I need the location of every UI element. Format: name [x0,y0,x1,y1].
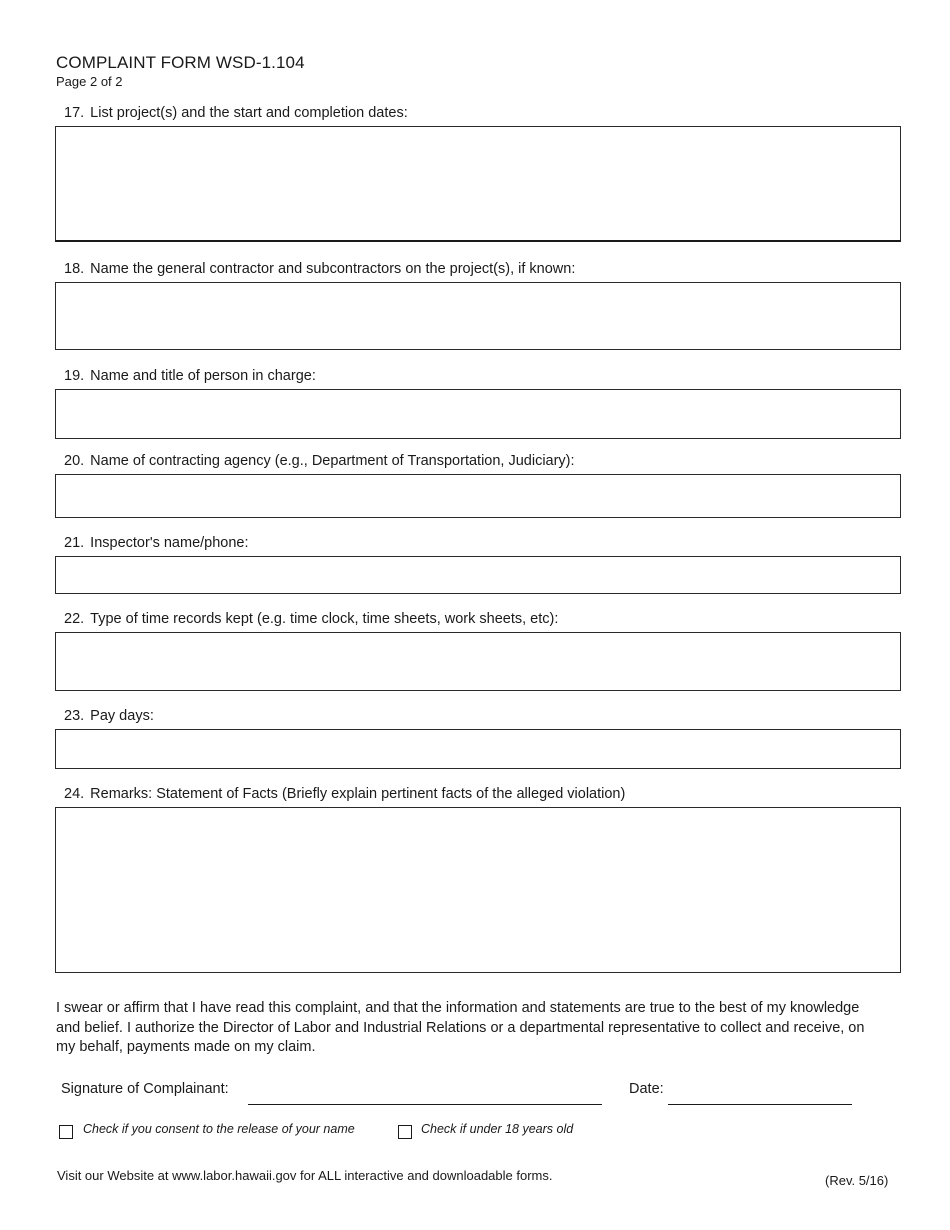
question-23-label [64,708,154,724]
remarks-input[interactable] [56,808,900,972]
contractors-field[interactable] [55,282,901,350]
question-text: Name and title of person in charge: [90,368,316,384]
question-19-label [64,368,316,384]
contractors-input[interactable] [56,283,900,349]
consent-checkbox[interactable] [59,1125,73,1139]
question-text: Name the general contractor and subcontractors on the project(s), if known: [90,261,576,277]
person-in-charge-field[interactable] [55,389,901,439]
inspector-input[interactable] [56,557,900,593]
question-text: List project(s) and the start and completion dates: [90,105,408,121]
page-number: Page 2 of 2 [56,74,123,89]
affirmation-statement: I swear or affirm that I have read this complaint, and that the information and statements are true to the best of my knowledge and belief. I authorize the Director of Labor and Industrial Relations or a departmental representative to collect and receive, on my behalf, payments made on my claim. [56,1000,865,1055]
pay-days-input[interactable] [56,730,900,768]
inspector-field[interactable] [55,556,901,594]
person-in-charge-input[interactable] [56,390,900,438]
pay-days-field[interactable] [55,729,901,769]
projects-input[interactable] [56,127,900,240]
question-18-label [64,261,575,277]
projects-field[interactable] [55,126,901,242]
time-records-field[interactable] [55,632,901,691]
question-22-label [64,611,558,627]
question-number: 22. [64,611,85,627]
date-label: Date: [629,1081,664,1097]
question-number: 19. [64,368,85,384]
question-24-label [64,786,625,802]
question-text: Remarks: Statement of Facts (Briefly explain pertinent facts of the alleged violation) [90,786,626,802]
question-text: Inspector's name/phone: [90,535,249,551]
question-text: Pay days: [90,708,154,724]
signature-label: Signature of Complainant: [61,1081,229,1097]
question-text: Name of contracting agency (e.g., Department of Transportation, Judiciary): [90,453,575,469]
signature-line[interactable] [248,1104,602,1105]
form-title: COMPLAINT FORM WSD-1.104 [56,53,305,72]
contracting-agency-input[interactable] [56,475,900,517]
question-number: 20. [64,453,85,469]
question-20-label [64,453,575,469]
under-18-checkbox[interactable] [398,1125,412,1139]
date-line[interactable] [668,1104,852,1105]
question-17-label [64,105,408,121]
revision-label: (Rev. 5/16) [825,1173,889,1188]
question-21-label [64,535,249,551]
question-number: 18. [64,261,85,277]
consent-checkbox-label: Check if you consent to the release of your name [83,1122,355,1136]
website-note: Visit our Website at www.labor.hawaii.gov for ALL interactive and downloadable forms. [57,1168,553,1183]
under-18-checkbox-label: Check if under 18 years old [421,1122,574,1136]
question-text: Type of time records kept (e.g. time clock, time sheets, work sheets, etc): [90,611,559,627]
question-number: 21. [64,535,85,551]
question-number: 23. [64,708,85,724]
contracting-agency-field[interactable] [55,474,901,518]
remarks-field[interactable] [55,807,901,973]
question-number: 24. [64,786,85,802]
question-number: 17. [64,105,85,121]
time-records-input[interactable] [56,633,900,690]
